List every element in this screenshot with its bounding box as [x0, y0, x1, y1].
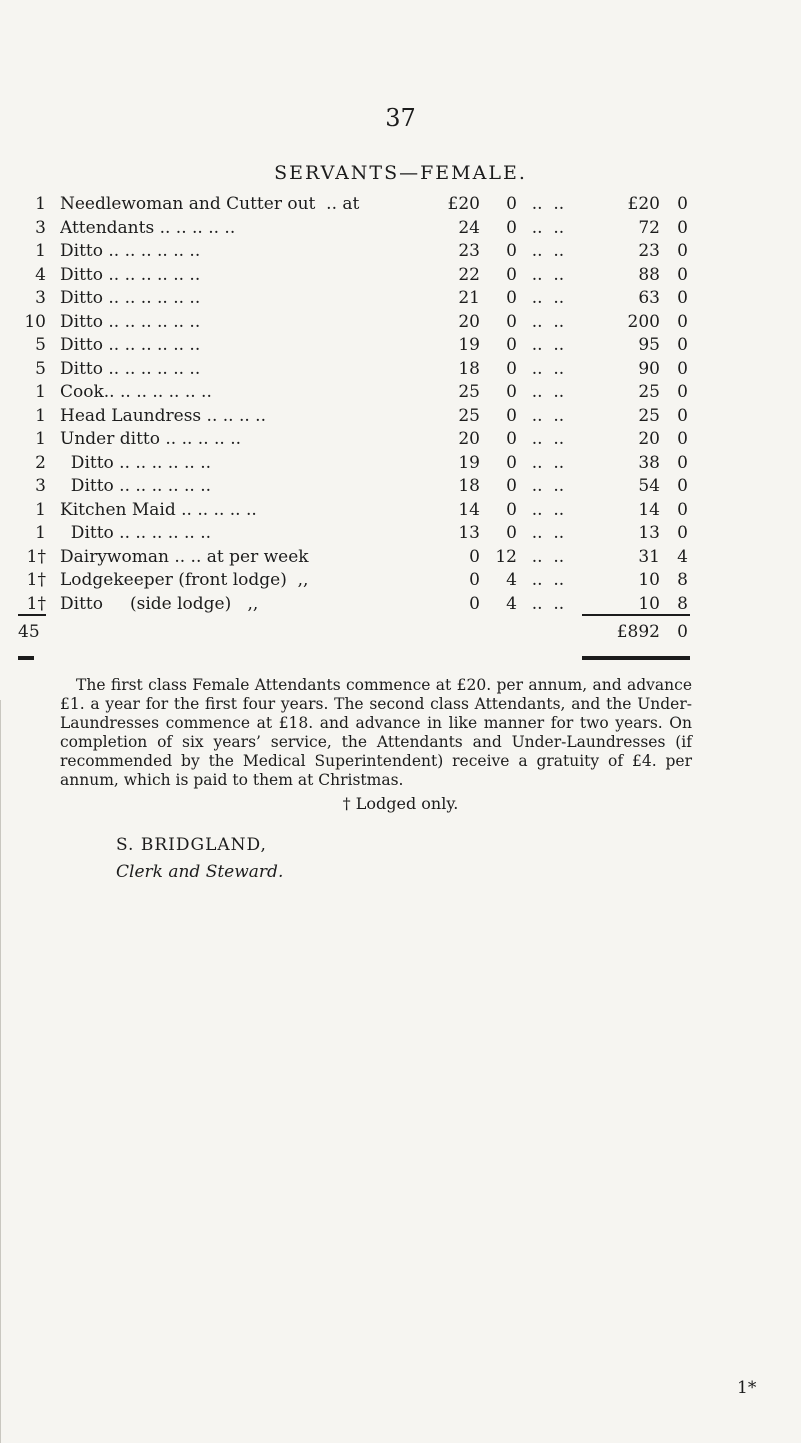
- row-total-pounds: 38: [638, 452, 660, 473]
- row-rate-shillings: 0: [506, 194, 517, 214]
- total-count: 45: [18, 622, 40, 642]
- row-rate-pounds: 24: [458, 217, 480, 238]
- row-rate-shillings: 0: [506, 217, 517, 238]
- row-rate-pounds: 23: [458, 241, 480, 261]
- table-row: [0, 218, 801, 242]
- row-total-pounds: 31: [638, 546, 660, 567]
- row-leader-dots: .. ..: [531, 452, 565, 473]
- row-count: 1: [35, 405, 46, 426]
- table-row: [0, 500, 801, 524]
- row-description: Under ditto .. .. .. .. ..: [60, 429, 242, 449]
- row-rate-pounds: 0: [469, 546, 480, 567]
- row-rate-pounds: 14: [458, 499, 480, 520]
- row-rate-shillings: 0: [506, 429, 517, 449]
- row-rate-shillings: 0: [506, 452, 517, 473]
- row-leader-dots: .. ..: [531, 194, 565, 214]
- row-description: Ditto .. .. .. .. .. ..: [60, 241, 201, 261]
- row-leader-dots: .. ..: [531, 523, 565, 543]
- amount-double-rule: [582, 656, 690, 660]
- row-rate-pounds: £20: [447, 194, 480, 214]
- row-total-shillings: 0: [677, 288, 688, 308]
- row-rate-shillings: 0: [506, 476, 517, 496]
- row-count: 5: [35, 335, 46, 355]
- row-rate-pounds: 20: [458, 429, 480, 449]
- row-total-shillings: 0: [677, 194, 688, 214]
- row-leader-dots: .. ..: [531, 476, 565, 496]
- total-amount: £892: [616, 622, 660, 642]
- row-description: Ditto .. .. .. .. .. ..: [60, 452, 212, 473]
- row-total-pounds: 25: [638, 382, 660, 402]
- row-total-shillings: 8: [677, 593, 688, 614]
- row-total-pounds: 95: [638, 335, 660, 355]
- table-row: [0, 312, 801, 336]
- row-rate-shillings: 4: [506, 593, 517, 614]
- note-paragraph: The first class Female Attendants commence at £20. per annum, and advance £1. a year for the first four years. The second class Attendants, and the Under-Laundresses commence at £18. and advance in like manner for two years. On completion of six years’ service, the Attendants and Under-Laundresses (if recommended by the Medical Superintendent) receive a gratuity of £4. per annum, which is paid to them at Christmas.: [60, 676, 692, 789]
- table-row: [0, 382, 801, 406]
- row-count: 3: [35, 476, 46, 496]
- table-row: [0, 453, 801, 477]
- row-count: 1: [35, 382, 46, 402]
- row-description: Ditto .. .. .. .. .. ..: [60, 335, 201, 355]
- row-total-shillings: 0: [677, 217, 688, 238]
- row-description: Lodgekeeper (front lodge) ,,: [60, 570, 309, 590]
- page-mark: 1*: [737, 1378, 757, 1398]
- row-rate-shillings: 0: [506, 288, 517, 308]
- row-rate-shillings: 0: [506, 382, 517, 402]
- row-total-shillings: 0: [677, 241, 688, 261]
- table-row: [0, 406, 801, 430]
- row-total-shillings: 0: [677, 476, 688, 496]
- table-row: [0, 429, 801, 453]
- row-count: 2: [35, 452, 46, 473]
- row-description: Needlewoman and Cutter out .. at: [60, 194, 360, 214]
- table-row: [0, 359, 801, 383]
- row-rate-pounds: 0: [469, 570, 480, 590]
- row-description: Ditto .. .. .. .. .. ..: [60, 288, 201, 308]
- row-rate-pounds: 21: [458, 288, 480, 308]
- row-total-pounds: 200: [627, 311, 660, 332]
- row-total-pounds: 72: [638, 217, 660, 238]
- row-rate-pounds: 25: [458, 382, 480, 402]
- signature-name: S. BRIDGLAND,: [116, 835, 267, 855]
- page-number: 37: [385, 104, 416, 132]
- count-double-rule: [18, 656, 34, 660]
- row-count: 4: [35, 264, 46, 285]
- row-total-shillings: 0: [677, 264, 688, 285]
- row-leader-dots: .. ..: [531, 429, 565, 449]
- row-total-pounds: 25: [638, 405, 660, 426]
- row-total-pounds: 90: [638, 358, 660, 379]
- row-leader-dots: .. ..: [531, 405, 565, 426]
- row-description: Kitchen Maid .. .. .. .. ..: [60, 499, 257, 520]
- table-row: [0, 265, 801, 289]
- table-row: [0, 194, 801, 218]
- row-leader-dots: .. ..: [531, 570, 565, 590]
- total-shillings: 0: [677, 622, 688, 642]
- table-row: [0, 288, 801, 312]
- count-rule: [18, 614, 46, 616]
- row-count: 1†: [26, 570, 46, 590]
- totals-row: [0, 622, 801, 646]
- row-count: 1: [35, 241, 46, 261]
- row-total-shillings: 4: [677, 546, 688, 567]
- row-rate-pounds: 0: [469, 593, 480, 614]
- row-leader-dots: .. ..: [531, 335, 565, 355]
- row-total-shillings: 0: [677, 523, 688, 543]
- row-count: 3: [35, 288, 46, 308]
- row-count: 1†: [26, 593, 46, 614]
- row-rate-pounds: 18: [458, 358, 480, 379]
- row-total-shillings: 0: [677, 358, 688, 379]
- row-rate-pounds: 25: [458, 405, 480, 426]
- row-leader-dots: .. ..: [531, 264, 565, 285]
- row-total-pounds: 14: [638, 499, 660, 520]
- row-total-shillings: 0: [677, 335, 688, 355]
- row-rate-shillings: 12: [495, 546, 517, 567]
- amount-rule: [582, 614, 690, 616]
- row-rate-shillings: 0: [506, 241, 517, 261]
- row-rate-pounds: 18: [458, 476, 480, 496]
- row-leader-dots: .. ..: [531, 382, 565, 402]
- table-row: [0, 547, 801, 571]
- row-count: 10: [24, 311, 46, 332]
- row-total-shillings: 0: [677, 405, 688, 426]
- row-description: Ditto .. .. .. .. .. ..: [60, 476, 212, 496]
- row-rate-pounds: 19: [458, 335, 480, 355]
- row-rate-shillings: 4: [506, 570, 517, 590]
- row-description: Ditto (side lodge) ,,: [60, 593, 259, 614]
- row-rate-shillings: 0: [506, 523, 517, 543]
- table-row: [0, 335, 801, 359]
- row-description: Dairywoman .. .. at per week: [60, 546, 309, 567]
- table-row: [0, 241, 801, 265]
- row-total-shillings: 0: [677, 452, 688, 473]
- row-count: 1: [35, 499, 46, 520]
- row-rate-pounds: 20: [458, 311, 480, 332]
- row-total-pounds: 13: [638, 523, 660, 543]
- row-description: Ditto .. .. .. .. .. ..: [60, 523, 212, 543]
- row-total-pounds: 20: [638, 429, 660, 449]
- row-count: 1†: [26, 546, 46, 567]
- wages-table: [0, 194, 801, 617]
- row-rate-shillings: 0: [506, 335, 517, 355]
- row-total-shillings: 0: [677, 311, 688, 332]
- row-description: Head Laundress .. .. .. ..: [60, 405, 266, 426]
- row-leader-dots: .. ..: [531, 358, 565, 379]
- row-rate-pounds: 19: [458, 452, 480, 473]
- row-leader-dots: .. ..: [531, 593, 565, 614]
- row-rate-shillings: 0: [506, 358, 517, 379]
- row-rate-shillings: 0: [506, 499, 517, 520]
- row-count: 1: [35, 523, 46, 543]
- signature-title: Clerk and Steward.: [116, 862, 284, 882]
- row-total-shillings: 0: [677, 499, 688, 520]
- row-total-pounds: 10: [638, 570, 660, 590]
- row-count: 1: [35, 194, 46, 214]
- row-count: 3: [35, 217, 46, 238]
- row-rate-shillings: 0: [506, 405, 517, 426]
- row-description: Ditto .. .. .. .. .. ..: [60, 358, 201, 379]
- row-leader-dots: .. ..: [531, 241, 565, 261]
- row-leader-dots: .. ..: [531, 546, 565, 567]
- row-description: Ditto .. .. .. .. .. ..: [60, 311, 201, 332]
- row-total-pounds: 63: [638, 288, 660, 308]
- footnote: † Lodged only.: [342, 794, 459, 813]
- row-leader-dots: .. ..: [531, 217, 565, 238]
- row-rate-shillings: 0: [506, 311, 517, 332]
- row-count: 5: [35, 358, 46, 379]
- row-total-pounds: 10: [638, 593, 660, 614]
- row-total-shillings: 0: [677, 382, 688, 402]
- row-total-pounds: 54: [638, 476, 660, 496]
- table-row: [0, 570, 801, 594]
- row-total-pounds: £20: [627, 194, 660, 214]
- row-count: 1: [35, 429, 46, 449]
- row-total-pounds: 88: [638, 264, 660, 285]
- row-rate-shillings: 0: [506, 264, 517, 285]
- table-row: [0, 523, 801, 547]
- row-description: Cook.. .. .. .. .. .. ..: [60, 382, 212, 402]
- row-rate-pounds: 22: [458, 264, 480, 285]
- row-description: Ditto .. .. .. .. .. ..: [60, 264, 201, 285]
- row-leader-dots: .. ..: [531, 311, 565, 332]
- row-rate-pounds: 13: [458, 523, 480, 543]
- row-total-shillings: 8: [677, 570, 688, 590]
- row-leader-dots: .. ..: [531, 499, 565, 520]
- row-total-pounds: 23: [638, 241, 660, 261]
- row-leader-dots: .. ..: [531, 288, 565, 308]
- row-description: Attendants .. .. .. .. ..: [60, 217, 236, 238]
- section-title: SERVANTS—FEMALE.: [274, 162, 527, 184]
- table-row: [0, 476, 801, 500]
- row-total-shillings: 0: [677, 429, 688, 449]
